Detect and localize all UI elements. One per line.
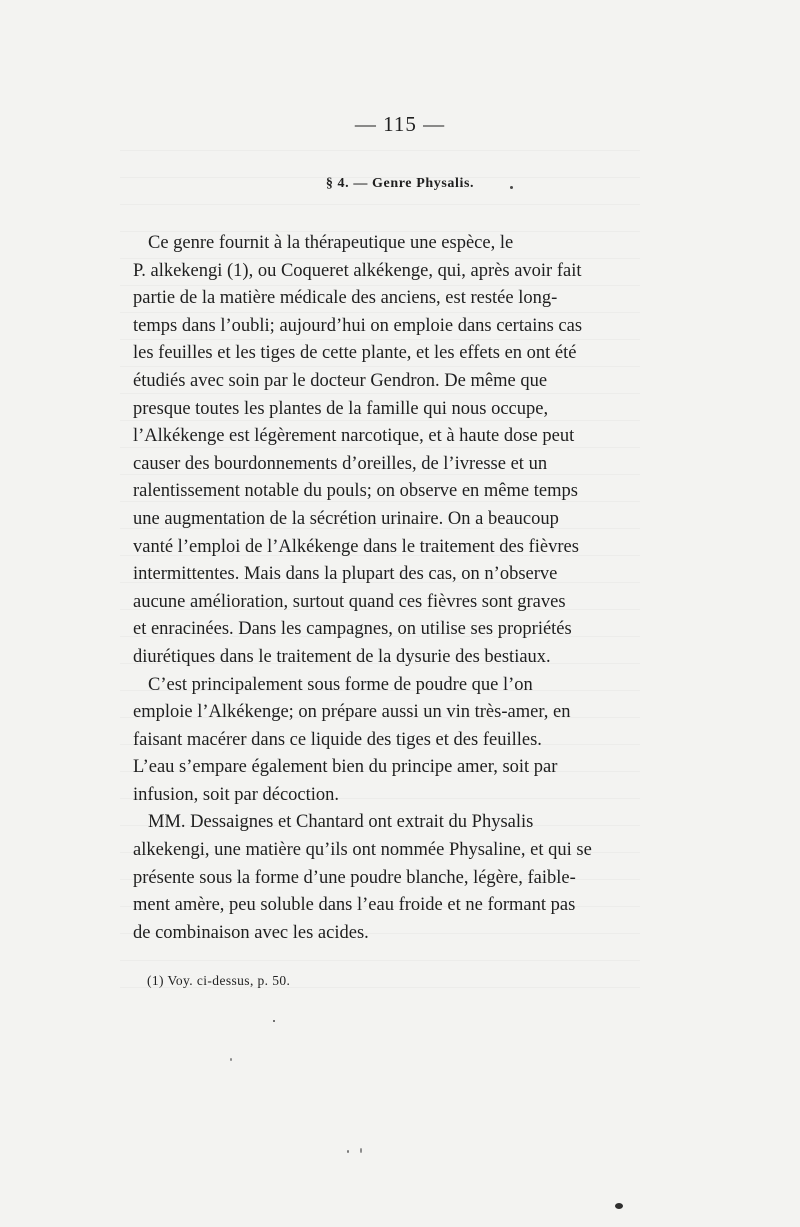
print-speck <box>360 1148 362 1153</box>
text-line: aucune amélioration, surtout quand ces fièvres sont graves <box>133 591 566 612</box>
text-line: partie de la matière médicale des anciens, est restée long- <box>133 288 558 309</box>
ink-blot <box>615 1203 623 1209</box>
text-line: alkekengi, une matière qu’ils ont nommée Physaline, et qui se <box>133 840 592 861</box>
text-line: presque toutes les plantes de la famille qui nous occupe, <box>133 398 549 419</box>
page-number: — 115 — <box>354 112 446 136</box>
text-line: présente sous la forme d’une poudre blanche, légère, faible- <box>133 867 576 888</box>
text-line: vanté l’emploi de l’Alkékenge dans le traitement des fièvres <box>133 536 579 557</box>
text-line: les feuilles et les tiges de cette plante, et les effets en ont été <box>133 343 577 364</box>
main-text <box>133 230 614 947</box>
print-speck <box>273 1020 275 1022</box>
text-line: L’eau s’empare également bien du principe amer, soit par <box>133 757 558 778</box>
text-line: faisant macérer dans ce liquide des tiges et des feuilles. <box>133 729 542 750</box>
text-line: ralentissement notable du pouls; on observe en même temps <box>133 481 578 502</box>
footnote: (1) Voy. ci-dessus, p. 50. <box>147 973 291 988</box>
text-line: P. alkekengi (1), ou Coqueret alkékenge, qui, après avoir fait <box>133 260 582 281</box>
text-line: temps dans l’oubli; aujourd’hui on emploie dans certains cas <box>133 315 583 336</box>
text-line: C’est principalement sous forme de poudre que l’on <box>148 674 533 695</box>
text-line: l’Alkékenge est légèrement narcotique, et à haute dose peut <box>133 426 575 447</box>
text-line: emploie l’Alkékenge; on prépare aussi un vin très-amer, en <box>133 702 571 723</box>
text-line: MM. Dessaignes et Chantard ont extrait du Physalis <box>148 812 534 833</box>
text-line: et enracinées. Dans les campagnes, on utilise ses propriétés <box>133 619 572 640</box>
text-line: de combinaison avec les acides. <box>133 922 369 943</box>
print-speck <box>230 1058 232 1061</box>
text-line: Ce genre fournit à la thérapeutique une espèce, le <box>148 233 514 253</box>
text-line: diurétiques dans le traitement de la dysurie des bestiaux. <box>133 646 551 667</box>
text-line: infusion, soit par décoction. <box>133 784 340 805</box>
section-heading: § 4. — Genre Physalis. <box>325 176 475 191</box>
text-line: causer des bourdonnements d’oreilles, de l’ivresse et un <box>133 453 548 474</box>
print-speck <box>510 186 513 189</box>
text-line: intermittentes. Mais dans la plupart des cas, on n’observe <box>133 564 558 585</box>
print-speck <box>347 1150 349 1153</box>
text-line: une augmentation de la sécrétion urinaire. On a beaucoup <box>133 508 559 529</box>
text-line: ment amère, peu soluble dans l’eau froide et ne formant pas <box>133 895 576 916</box>
text-line: étudiés avec soin par le docteur Gendron. De même que <box>133 370 548 391</box>
